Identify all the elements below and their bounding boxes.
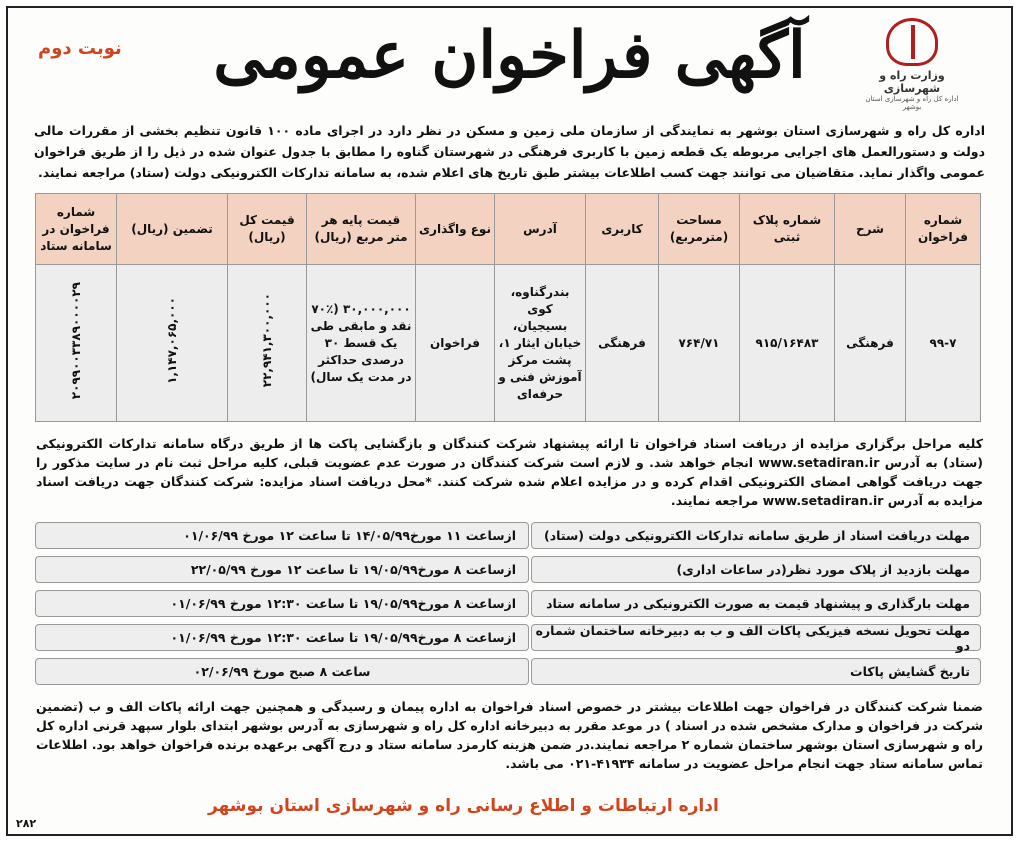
cell-transfer: فراخوان — [416, 265, 495, 422]
cell-setad-number — [36, 265, 117, 422]
col-header-plate: شماره پلاک ثبتی — [740, 194, 835, 265]
cell-total-price — [228, 265, 307, 422]
schedule-value: ازساعت ۸ مورخ۱۹/۰۵/۹۹ تا ساعت ۱۲:۳۰ مورخ ۰۱/۰۶/۹۹ — [35, 590, 529, 617]
procedure-text-3: مراجعه نمایند. — [670, 493, 759, 508]
schedule-row-opening — [35, 658, 981, 685]
procedure-text-2: انجام خواهد شد. و لازم است شرکت کنندگان در صورت عدم عضویت قبلی، کلیه مراحل ثبت نام در سایت مذکور را جهت دریافت گواهی امضای الکترونیکی اقدام کرده و در مزایده اعلام شده شرکت کنند. *محل دریافت اسناد مزایده: شرکت کنندگان جهت دریافت اسناد مزایده به آدرس — [36, 455, 983, 508]
schedule-label: مهلت بارگذاری و پیشنهاد قیمت به صورت الکترونیکی در سامانه ستاد — [531, 590, 981, 617]
schedule-value: ساعت ۸ صبح مورخ ۰۲/۰۶/۹۹ — [35, 658, 529, 685]
col-header-setad-number: شماره فراخوان در سامانه ستاد — [36, 194, 117, 265]
cell-base-price: ۳۰,۰۰۰,۰۰۰ (۷۰٪ نقد و مابقی طی یک قسط ۳۰ درصدی حداکثر در مدت یک سال) — [307, 265, 416, 422]
schedule-label: مهلت بازدید از پلاک مورد نظر(در ساعات اداری) — [531, 556, 981, 583]
schedule-row-delivery — [35, 624, 981, 651]
logo-ministry-text: وزارت راه و شهرسازی — [879, 69, 945, 95]
cell-number: ۹۹-۷ — [906, 265, 981, 422]
procedure-paragraph — [36, 434, 983, 510]
items-table — [35, 193, 981, 422]
guarantee-value: ۱,۱۴۷,۰۶۵,۰۰۰ — [164, 297, 179, 384]
col-header-total-price: قیمت کل (ریال) — [228, 194, 307, 265]
round-label: نوبت دوم — [38, 38, 122, 59]
col-header-address: آدرس — [495, 194, 586, 265]
schedule-row-upload — [35, 590, 981, 617]
procedure-text-1: کلیه مراحل برگزاری مزایده از دریافت اسناد فراخوان تا ارائه پیشنهاد شرکت کنندگان و بازگشایی پاکت ها از طریق درگاه سامانه تدارکات الکترونیکی (ستاد) به آدرس — [36, 436, 983, 470]
page-number: ۲۸۲ — [16, 817, 37, 830]
cell-address: بندرگناوه، کوی بسیجیان، خیابان ایثار ۱، پشت مرکز آموزش فنی و حرفه‌ای — [495, 265, 586, 422]
schedule-label: تاریخ گشایش پاکات — [531, 658, 981, 685]
setad-link-1[interactable]: www.setadiran.ir — [758, 455, 880, 470]
cell-area: ۷۶۴/۷۱ — [659, 265, 740, 422]
intro-paragraph: اداره کل راه و شهرسازی استان بوشهر به نمایندگی از سازمان ملی زمین و مسکن در نظر دارد در اجرای ماده ۱۰۰ قانون تنظیم بخشی از مقررات مالی دولت و دستورالعمل های اجرایی مربوطه یک قطعه زمین با کاربری فرهنگی در شهرستان گناوه را مطابق با جدول عنوان شده در ذیل را از طریق فراخوان عمومی واگذار نماید. متقاضیان می توانند جهت کسب اطلاعات بیشتر طبق تاریخ های اعلام شده، به سامانه تدارکات الکترونیکی دولت (ستاد) مراجعه نمایند. — [34, 123, 985, 180]
schedule-list — [35, 522, 981, 685]
logo-sub-text: اداره کل راه و شهرسازی استان بوشهر — [865, 95, 959, 111]
page-title: آگهی فراخوان عمومی — [213, 18, 806, 93]
schedule-value: ازساعت ۸ مورخ۱۹/۰۵/۹۹ تا ساعت ۱۲ مورخ ۲۲/۰۵/۹۹ — [35, 556, 529, 583]
col-header-desc: شرح — [835, 194, 906, 265]
schedule-row-download — [35, 522, 981, 549]
schedule-row-visit — [35, 556, 981, 583]
signature: اداره ارتباطات و اطلاع رسانی راه و شهرسازی استان بوشهر — [208, 796, 719, 816]
col-header-transfer: نوع واگذاری — [416, 194, 495, 265]
col-header-base-price: قیمت پایه هر متر مربع (ریال) — [307, 194, 416, 265]
total-price-value: ۲۲,۹۴۱,۳۰۰,۰۰۰ — [259, 293, 274, 388]
cell-usage: فرهنگی — [586, 265, 659, 422]
col-header-area: مساحت (مترمربع) — [659, 194, 740, 265]
schedule-label: مهلت دریافت اسناد از طریق سامانه تدارکات الکترونیکی دولت (ستاد) — [531, 522, 981, 549]
col-header-guarantee: تضمین (ریال) — [117, 194, 228, 265]
table-header-row — [36, 194, 981, 265]
schedule-label: مهلت تحویل نسخه فیزیکی پاکات الف و ب به دبیرخانه ساختمان شماره دو — [531, 624, 981, 651]
advertisement-page — [6, 6, 1013, 836]
header — [8, 8, 1011, 111]
cell-guarantee — [117, 265, 228, 422]
col-header-number: شماره فراخوان — [906, 194, 981, 265]
cell-desc: فرهنگی — [835, 265, 906, 422]
setad-number-value: ۲۰۹۹۰۰۳۳۸۹۰۰۰۰۲۹ — [68, 281, 83, 400]
col-header-usage: کاربری — [586, 194, 659, 265]
cell-plate: ۹۱۵/۱۶۴۸۳ — [740, 265, 835, 422]
setad-link-2[interactable]: www.setadiran.ir — [762, 493, 884, 508]
table-row — [36, 265, 981, 422]
footer-paragraph: ضمنا شرکت کنندگان در فراخوان جهت اطلاعات بیشتر در خصوص اسناد فراخوان به اداره پیمان و رسیدگی و همچنین جهت ارائه پاکات الف و ب (تضمین شرکت در فراخوان و مدارک مشخص شده در اسناد ) در موعد مقرر به دبیرخانه اداره کل راه و شهرسازی به آدرس بوشهر ابتدای بلوار سپهد قرنی اداره کل راه و شهرسازی استان بوشهر ساختمان شماره ۲ مراجعه نمایند.در ضمن هزینه کارمزد سامانه ستاد و درج آگهی برعهده برنده فراخوان خواهد بود. اطلاعات تماس سامانه ستاد جهت انجام مراحل عضویت در سامانه ۴۱۹۳۴-۰۲۱ می باشد. — [36, 699, 984, 771]
schedule-value: ازساعت ۸ مورخ۱۹/۰۵/۹۹ تا ساعت ۱۲:۳۰ مورخ ۰۱/۰۶/۹۹ — [35, 624, 529, 651]
schedule-value: ازساعت ۱۱ مورخ۱۴/۰۵/۹۹ تا ساعت ۱۲ مورخ ۰۱/۰۶/۹۹ — [35, 522, 529, 549]
